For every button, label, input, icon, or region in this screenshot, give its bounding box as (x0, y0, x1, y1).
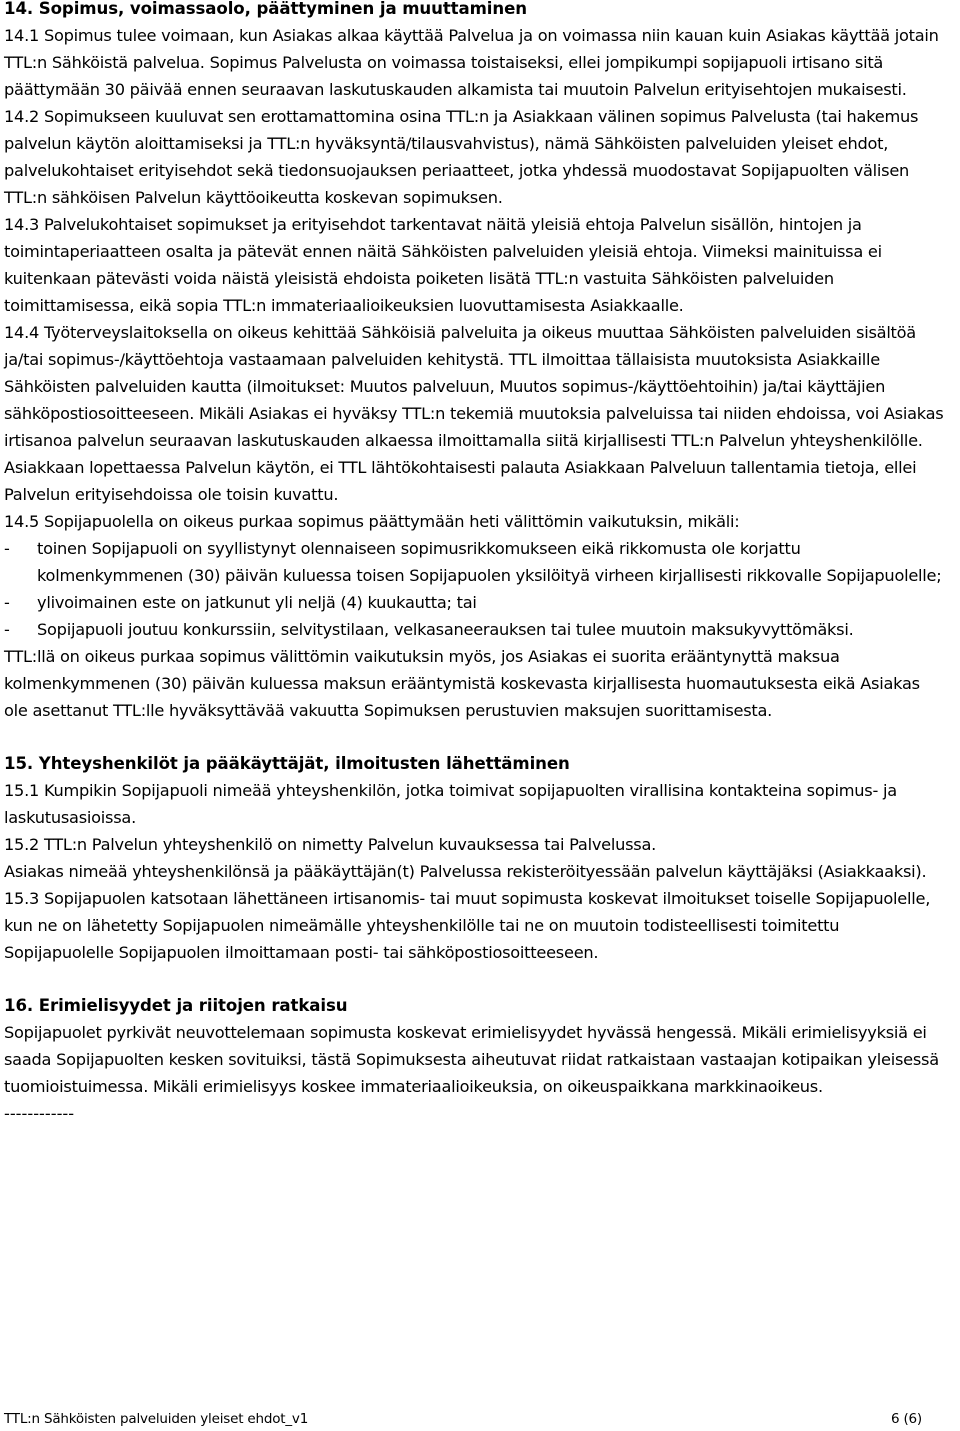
bullet-dash: - (4, 539, 10, 558)
list-item (4, 616, 944, 643)
separator-line: ------------ (4, 1104, 75, 1123)
section-14-heading: 14. Sopimus, voimassaolo, päättyminen ja muuttaminen (4, 0, 527, 18)
list-item-text: ylivoimainen este on jatkunut yli neljä (4) kuukautta; tai (37, 593, 477, 612)
footer-document-title: TTL:n Sähköisten palveluiden yleiset ehdot_v1 (4, 1411, 309, 1427)
section-spacer (4, 724, 944, 750)
footer-page-number: 6 (6) (890, 1411, 922, 1427)
paragraph-16: Sopijapuolet pyrkivät neuvottelemaan sopimusta koskevat erimielisyydet hyvässä hengessä. Mikäli erimielisyyksiä ei saada Sopijapuolten kesken sovituiksi, tästä Sopimuksesta aiheutuvat riidat ratkaistaan vastaajan kotipaikan yleisessä tuomioistuimessa. Mikäli erimielisyys koskee immateriaalioikeuksia, on oikeuspaikkana markkinaoikeus. (4, 1023, 939, 1096)
document-body (4, 0, 944, 1127)
list-item-text: Sopijapuoli joutuu konkurssiin, selvitystilaan, velkasaneerauksen tai tulee muutoin maksukyvyttömäksi. (37, 620, 854, 639)
section-spacer (4, 966, 944, 992)
section-15-heading: 15. Yhteyshenkilöt ja pääkäyttäjät, ilmoitusten lähettäminen (4, 754, 570, 773)
section-16-heading: 16. Erimielisyydet ja riitojen ratkaisu (4, 996, 348, 1015)
paragraph-15-2b: Asiakas nimeää yhteyshenkilönsä ja pääkäyttäjän(t) Palvelussa rekisteröityessään palvelun käyttäjäksi (Asiakkaaksi). (4, 862, 927, 881)
termination-conditions-list (4, 535, 944, 643)
paragraph-15-1: 15.1 Kumpikin Sopijapuoli nimeää yhteyshenkilön, jotka toimivat sopijapuolten virallisina kontakteina sopimus- ja laskutusasioissa. (4, 781, 897, 827)
paragraph-14-3: 14.3 Palvelukohtaiset sopimukset ja erityisehdot tarkentavat näitä yleisiä ehtoja Palvelun sisällön, hintojen ja toimintaperiaatteen osalta ja pätevät ennen näitä Sähköisten palveluiden yleisiä ehtoja. Viimeksi mainituissa ei kuitenkaan pätevästi voida näistä yleisistä ehdoista poiketen lisätä TTL:n vastuita Sähköisten palveluiden toimittamisessa, eikä sopia TTL:n immateriaalioikeuksien luovuttamisesta Asiakkaalle. (4, 215, 882, 315)
list-item (4, 589, 944, 616)
paragraph-14-2: 14.2 Sopimukseen kuuluvat sen erottamattomina osina TTL:n ja Asiakkaan välinen sopimus Palvelusta (tai hakemus palvelun käytön aloittamiseksi ja TTL:n hyväksyntä/tilausvahvistus), nämä Sähköisten palveluiden yleiset ehdot, palvelukohtaiset erityisehdot sekä tiedonsuojauksen periaatteet, jotka yhdessä muodostavat Sopijapuolten välisen TTL:n sähköisen Palvelun käyttöoikeutta koskevan sopimuksen. (4, 107, 919, 207)
bullet-dash: - (4, 620, 10, 639)
paragraph-14-1: 14.1 Sopimus tulee voimaan, kun Asiakas alkaa käyttää Palvelua ja on voimassa niin kauan kuin Asiakas käyttää jotain TTL:n Sähköistä palvelua. Sopimus Palvelusta on voimassa toistaiseksi, ellei jompikumpi sopijapuoli irtisano sitä päättymään 30 päivää ennen seuraavan laskutuskauden alkamista tai muutoin Palvelun erityisehtojen mukaisesti. (4, 26, 939, 99)
list-item (4, 535, 944, 589)
paragraph-14-4: 14.4 Työterveyslaitoksella on oikeus kehittää Sähköisiä palveluita ja oikeus muuttaa Sähköisten palveluiden sisältöä ja/tai sopimus-/käyttöehtoja vastaamaan palveluiden kehitystä. TTL ilmoittaa tällaisista muutoksista Asiakkaille Sähköisten palveluiden kautta (ilmoitukset: Muutos palveluun, Muutos sopimus-/käyttöehtoihin) ja/tai käyttäjien sähköpostiosoitteeseen. Mikäli Asiakas ei hyväksy TTL:n tekemiä muutoksia palveluissa tai niiden ehdoissa, voi Asiakas irtisanoa palvelun seuraavan laskutuskauden alkaessa ilmoittamalla siitä kirjallisesti TTL:n Palvelun yhteyshenkilölle. Asiakkaan lopettaessa Palvelun käytön, ei TTL lähtökohtaisesti palauta Asiakkaan Palveluun tallentamia tietoja, ellei Palvelun erityisehdoissa ole toisin kuvattu. (4, 323, 944, 504)
list-item-text: toinen Sopijapuoli on syyllistynyt olennaiseen sopimusrikkomukseen eikä rikkomusta ole korjattu kolmenkymmenen (30) päivän kuluessa toisen Sopijapuolen yksilöityä virheen kirjallisesti rikkovalle Sopijapuolelle; (37, 539, 942, 585)
paragraph-15-2: 15.2 TTL:n Palvelun yhteyshenkilö on nimetty Palvelun kuvauksessa tai Palvelussa. (4, 835, 657, 854)
bullet-dash: - (4, 593, 10, 612)
paragraph-14-5: 14.5 Sopijapuolella on oikeus purkaa sopimus päättymään heti välittömin vaikutuksin, mikäli: (4, 512, 740, 531)
paragraph-15-3: 15.3 Sopijapuolen katsotaan lähettäneen irtisanomis- tai muut sopimusta koskevat ilmoitukset toiselle Sopijapuolelle, kun ne on lähetetty Sopijapuolen nimeämälle yhteyshenkilölle tai ne on muutoin todisteellisesti toimitettu Sopijapuolelle Sopijapuolen ilmoittamaan posti- tai sähköpostiosoitteeseen. (4, 889, 931, 962)
paragraph-14-6: TTL:llä on oikeus purkaa sopimus välittömin vaikutuksin myös, jos Asiakas ei suorita erääntynyttä maksua kolmenkymmenen (30) päivän kuluessa maksun erääntymistä koskevasta kirjallisesta huomautuksesta eikä Asiakas ole asettanut TTL:lle hyväksyttävää vakuutta Sopimuksen perustuvien maksujen suorittamisesta. (4, 647, 920, 720)
